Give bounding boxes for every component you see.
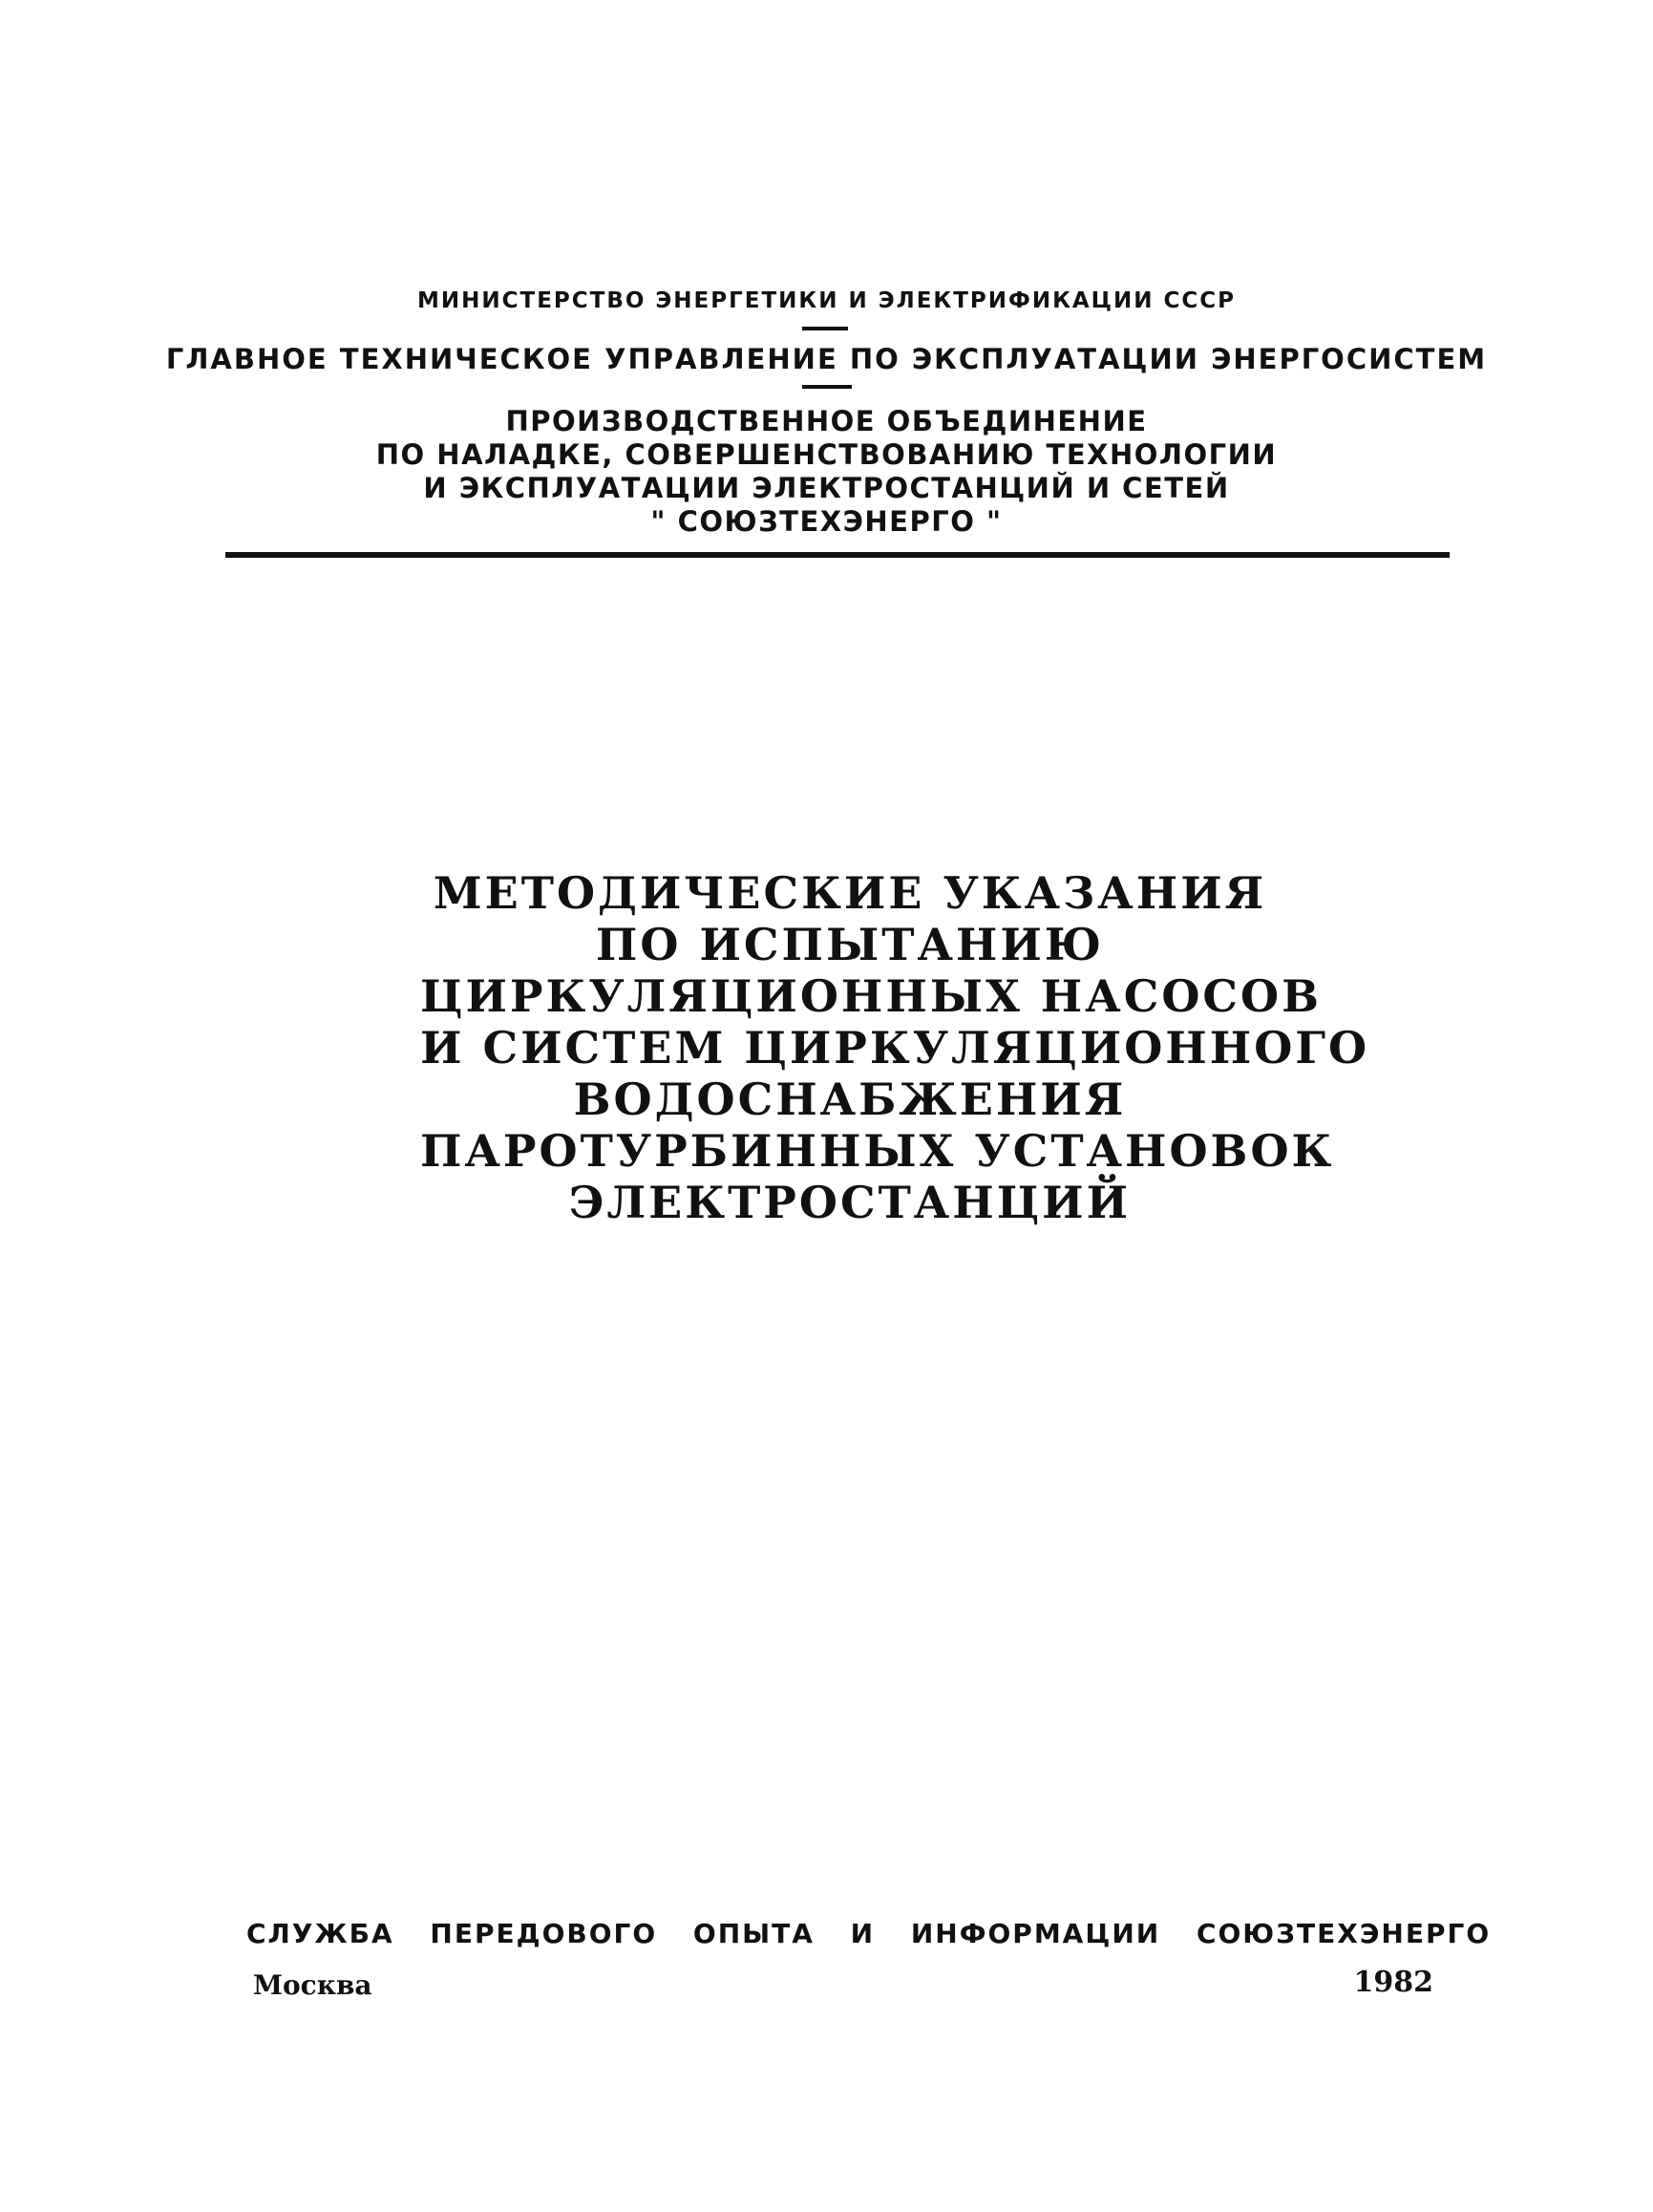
association-line-3: И ЭКСПЛУАТАЦИИ ЭЛЕКТРОСТАНЦИЙ И СЕТЕЙ — [423, 472, 1230, 504]
title-line-5: ВОДОСНАБЖЕНИЯ — [573, 1074, 1127, 1125]
header-divider — [225, 552, 1450, 558]
association-line-4: " СОЮЗТЕХЭНЕРГО " — [650, 505, 1003, 538]
title-line-4: И СИСТЕМ ЦИРКУЛЯЦИОННОГО — [420, 1022, 1370, 1074]
title-line-3: ЦИРКУЛЯЦИОННЫХ НАСОСОВ — [420, 970, 1322, 1022]
publication-year: 1982 — [1353, 1966, 1433, 1999]
publication-city: Москва — [253, 1969, 372, 2001]
title-line-7: ЭЛЕКТРОСТАНЦИЙ — [568, 1177, 1132, 1228]
publisher-service: СЛУЖБА ПЕРЕДОВОГО ОПЫТА И ИНФОРМАЦИИ СОЮЗТЕХЭНЕРГО — [246, 1918, 1492, 1949]
document-title — [420, 867, 1370, 1228]
short-divider — [802, 385, 852, 389]
short-divider — [802, 327, 848, 330]
association-line-2: ПО НАЛАДКЕ, СОВЕРШЕНСТВОВАНИЮ ТЕХНОЛОГИИ — [375, 438, 1278, 471]
title-line-2: ПО ИСПЫТАНИЮ — [595, 919, 1105, 970]
ministry-heading: МИНИСТЕРСТВО ЭНЕРГЕТИКИ И ЭЛЕКТРИФИКАЦИИ СССР — [416, 288, 1237, 313]
title-line-1: МЕТОДИЧЕСКИЕ УКАЗАНИЯ — [433, 867, 1267, 919]
title-line-6: ПАРОТУРБИННЫХ УСТАНОВОК — [420, 1125, 1335, 1177]
association-line-1: ПРОИЗВОДСТВЕННОЕ ОБЪЕДИНЕНИЕ — [505, 405, 1148, 437]
main-administration-heading: ГЛАВНОЕ ТЕХНИЧЕСКОЕ УПРАВЛЕНИЕ ПО ЭКСПЛУАТАЦИИ ЭНЕРГОСИСТЕМ — [165, 343, 1488, 375]
